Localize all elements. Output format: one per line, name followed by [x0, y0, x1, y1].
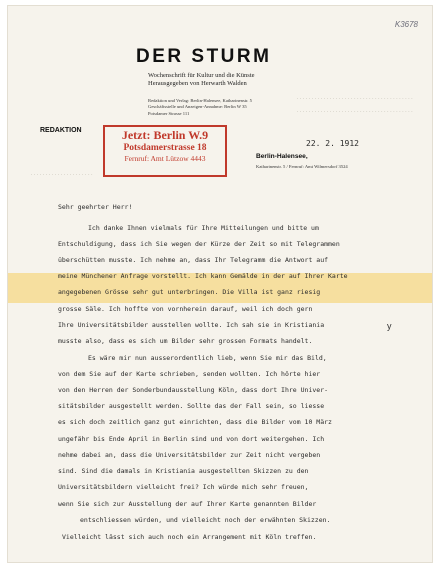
body-line: Es wäre mir nun ausserordentlich lieb, wenn Sie mir das Bild, — [88, 354, 327, 362]
redaktion-label: REDAKTION — [40, 127, 82, 134]
publisher-info — [148, 98, 318, 117]
publisher-line: Geschäftsstelle und Anzeigen-Annahme: Berlin W 35 — [148, 104, 247, 110]
body-line: musste also, dass es sich um Bilder sehr grossen Formats handelt. — [58, 337, 313, 345]
stamp-line: Jetzt: Berlin W.9 — [121, 128, 209, 142]
stamp-line: Potsdamerstrasse 18 — [123, 143, 207, 153]
body-line: ungefähr bis Ende April in Berlin sind und von dort weitergehen. Ich — [58, 435, 325, 443]
body-line: es sich doch zeitlich ganz gut einrichten, dass die Bilder vom 10 März — [58, 418, 332, 426]
body-line: überschütten musste. Ich nehme an, dass Ihr Telegramm die Antwort auf — [58, 256, 329, 264]
salutation: Sehr geehrter Herr! — [58, 203, 133, 211]
body-line: Vielleicht lässt sich auch noch ein Arrangement mit Köln treffen. — [62, 533, 317, 541]
masthead-subtitle — [148, 72, 348, 88]
body-line: Universitätsbildern vielleicht frei? Ich würde mich sehr freuen, — [58, 483, 309, 491]
bleed-through-text: ....................................... — [296, 108, 414, 114]
sender-phone: Katharinenstr. 5 / Fernruf: Amt Wilmersdorf 3524 — [256, 164, 348, 169]
body-line: angegebenen Grösse sehr gut unterbringen. Die Villa ist ganz riesig — [58, 288, 321, 296]
body-line: meine Münchener Anfrage vorstellt. Ich kann Gemälde in der auf Ihrer Karte — [58, 272, 348, 280]
subtitle-line: Herausgegeben von Herwarth Walden — [148, 80, 247, 87]
body-line: Ich danke Ihnen vielmals für Ihre Mitteilungen und bitte um — [88, 224, 319, 232]
body-line: wenn Sie sich zur Ausstellung der auf Ihrer Karte genannten Bilder — [58, 500, 317, 508]
body-line: entschliessen würden, und vielleicht noch der erwähnten Skizzen. — [80, 516, 331, 524]
letter-date: 22. 2. 1912 — [306, 139, 359, 148]
body-line: sind. Sind die damals in Kristiania ausgestellten Skizzen zu den — [58, 467, 309, 475]
sender-address: Berlin-Halensee, — [256, 153, 308, 160]
margin-mark: y — [387, 321, 392, 331]
stamp-line: Fernruf: Amt Lützow 4443 — [124, 154, 206, 163]
catalog-number: K3678 — [394, 20, 418, 29]
masthead-title: DER STURM — [136, 46, 272, 67]
body-line: von dem Sie auf der Karte schrieben, senden wollten. Ich hörte hier — [58, 370, 321, 378]
body-line: von den Herren der Sonderbundausstellung Köln, dass dort Ihre Univer- — [58, 386, 329, 394]
publisher-line: Redaktion und Verlag: Berlin-Halensee, Katharinenstr. 5 — [148, 98, 252, 103]
body-line: Ihre Universitätsbilder ausstellen wollte. Ich sah sie in Kristiania — [58, 321, 325, 329]
bleed-through-text: ..................... — [30, 171, 94, 177]
body-line: nehme dabei an, dass die Universitätsbilder zur Zeit nicht vergeben — [58, 451, 321, 459]
body-line: grosse Säle. Ich hoffte von vornherein darauf, weil ich doch gern — [58, 305, 313, 313]
publisher-line: Potsdamer Strasse 111 — [148, 110, 190, 116]
bleed-through-text: ....................................... — [296, 95, 414, 101]
subtitle-line: Wochenschrift für Kultur und die Künste — [148, 72, 255, 79]
body-line: sitätsbilder ausgestellt werden. Sollte das der Fall sein, so liesse — [58, 402, 325, 410]
address-stamp — [103, 125, 227, 177]
body-line: Entschuldigung, dass ich Sie wegen der Kürze der Zeit so mit Telegrammen — [58, 240, 340, 248]
